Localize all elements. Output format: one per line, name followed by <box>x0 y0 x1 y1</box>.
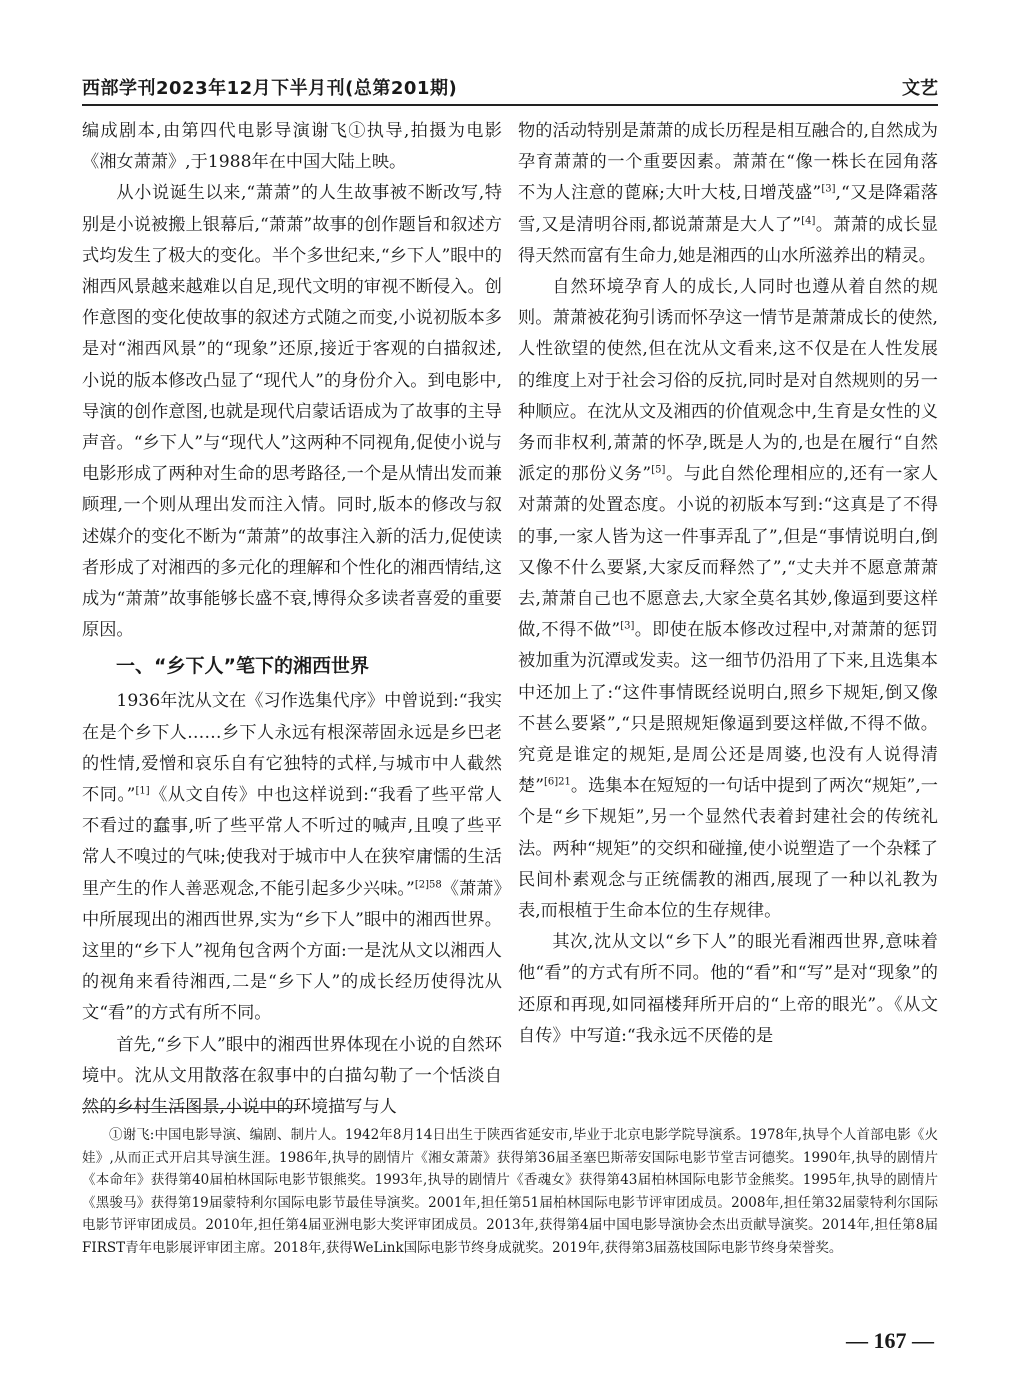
paragraph <box>82 686 502 1029</box>
paragraph: 首先,“乡下人”眼中的湘西世界体现在小说的自然环境中。沈从文用散落在叙事中的白描勾勒了一个恬淡自然的乡村生活图景,小说中的环境描写与人 <box>82 1034 502 1118</box>
paragraph: 其次,沈从文以“乡下人”的眼光看湘西世界,意味着他“看”的方式有所不同。他的“看”和“写”是对“现象”的还原和再现,如同福楼拜所开启的“上帝的眼光”。《从文自传》中写道:“我永远不厌倦的是 <box>518 932 938 1046</box>
citation: [3] <box>821 183 836 195</box>
section-heading: 一、“乡下人”笔下的湘西世界 <box>116 655 369 678</box>
footnote-rule <box>82 1108 300 1109</box>
text-run: 。即使在版本修改过程中,对萧萧的惩罚被加重为沉潭或发卖。这一细节仍沿用了下来,且选集本中还加上了:“这件事情既经说明白,照乡下规矩,倒又像不甚么要紧”,“只是照规矩像逼到要这样做,不得不做。究竟是谁定的规矩,是周公还是周婆,也没有人说得清楚” <box>518 620 938 797</box>
citation: [1] <box>135 785 150 797</box>
citation: [6]21 <box>544 776 571 788</box>
running-header <box>82 64 938 106</box>
paragraph <box>518 116 938 272</box>
text-run: 自然环境孕育人的成长,人同时也遵从着自然的规则。萧萧被花狗引诱而怀孕这一情节是萧萧成长的使然,人性欲望的使然,但在沈从文看来,这不仅是在人性发展的维度上对于社会习俗的反抗,同时是对自然规则的另一种顺应。在沈从文及湘西的价值观念中,生育是女性的义务而非权利,萧萧的怀孕,既是人为的,也是在履行“自然派定的那份义务” <box>518 277 938 485</box>
citation: [4] <box>801 214 816 226</box>
text-run: 。选集本在短短的一句话中提到了两次“规矩”,一个是“乡下规矩”,另一个显然代表着封建社会的传统礼法。两种“规矩”的交织和碰撞,使小说塑造了一个杂糅了民间朴素观念与正统儒教的湘西,展现了一种以礼教为表,而根植于生命本位的生存规律。 <box>518 776 938 922</box>
citation: [5] <box>651 464 666 476</box>
left-column <box>82 116 502 1123</box>
citation: [2]58 <box>414 878 442 890</box>
page-number: — 167 — <box>846 1328 934 1353</box>
text-run: 。萧萧的成长显得天然而富有生命力,她是湘西的山水所滋养出的精灵。 <box>518 214 938 266</box>
text-run: 1936年沈从文在《习作选集代序》中曾说到:“我实在是个乡下人……乡下人永远有根深蒂固永远是乡巴老的性情,爱憎和哀乐自有它独特的式样,与城市中人截然不同。” <box>82 691 502 806</box>
paragraph: 从小说诞生以来,“萧萧”的人生故事被不断改写,特别是小说被搬上银幕后,“萧萧”故事的创作题旨和叙述方式均发生了极大的变化。半个多世纪来,“乡下人”眼中的湘西风景越来越难以自足,现代文明的审视不断侵入。创作意图的变化使故事的叙述方式随之而变,小说初版本多是对“湘西风景”的“现象”还原,接近于客观的白描叙述,小说的版本修改凸显了“现代人”的身份介入。到电影中,导演的创作意图,也就是现代启蒙话语成为了故事的主导声音。“乡下人”与“现代人”这两种不同视角,促使小说与电影形成了两种对生命的思考路径,一个是从情出发而兼顾理,一个则从理出发而注入情。同时,版本的修改与叙述媒介的变化不断为“萧萧”的故事注入新的活力,促使读者形成了对湘西的多元化的理解和个性化的湘西情结,这成为“萧萧”故事能够长盛不衰,博得众多读者喜爱的重要原因。 <box>82 183 502 641</box>
citation: [3] <box>620 620 635 632</box>
journal-title: 西部学刊2023年12月下半月刊(总第201期) <box>82 78 458 99</box>
text-run: 物的活动特别是萧萧的成长历程是相互融合的,自然成为孕育萧萧的一个重要因素。萧萧在“像一株长在园角落不为人注意的蓖麻;大叶大枝,日增茂盛” <box>518 121 938 204</box>
text-run: 《从文自传》中也这样说到:“我看了些平常人不看过的蠢事,听了些平常人不听过的喊声,且嗅了些平常人不嗅过的气味;使我对于城市中人在狭窄庸懦的生活里产生的作人善恶观念,不能引起多少兴味。” <box>82 785 502 899</box>
right-column <box>518 116 938 1052</box>
footnote: ①谢飞:中国电影导演、编剧、制片人。1942年8月14日出生于陕西省延安市,毕业于北京电影学院导演系。1978年,执导个人首部电影《火娃》,从而正式开启其导演生涯。1986年,执导的剧情片《湘女萧萧》获得第36届圣塞巴斯蒂安国际电影节堂吉诃德奖。1990年,执导的剧情片《本命年》获得第40届柏林国际电影节银熊奖。1993年,执导的剧情片《香魂女》获得第43届柏林国际电影节金熊奖。1995年,执导的剧情片《黑骏马》获得第19届蒙特利尔国际电影节最佳导演奖。2001年,担任第51届柏林国际电影节评审团成员。2008年,担任第32届蒙特利尔国际电影节评审团成员。2010年,担任第4届亚洲电影大奖评审团成员。2013年,获得第4届中国电影导演协会杰出贡献导演奖。2014年,担任第8届FIRST青年电影展评审团主席。2018年,获得WeLink国际电影节终身成就奖。2019年,获得第3届荔枝国际电影节终身荣誉奖。 <box>82 1127 938 1256</box>
text-run: ,“又是降霜落雪,又是清明谷雨,都说萧萧是大人了” <box>518 183 938 235</box>
text-run: 。与此自然伦理相应的,还有一家人对萧萧的处置态度。小说的初版本写到:“这真是了不得的事,一家人皆为这一件事弄乱了”,但是“事情说明白,倒又像不什么要紧,大家反而释然了”,“丈夫并不愿意萧萧去,萧萧自己也不愿意去,大家全莫名其妙,像逼到要这样做,不得不做” <box>518 464 939 641</box>
section-label: 文艺 <box>902 78 938 99</box>
paragraph <box>518 272 938 927</box>
paragraph: 编成剧本,由第四代电影导演谢飞①执导,拍摄为电影《湘女萧萧》,于1988年在中国大陆上映。 <box>82 121 502 173</box>
text-run: 《萧萧》中所展现出的湘西世界,实为“乡下人”眼中的湘西世界。这里的“乡下人”视角包含两个方面:一是沈从文以湘西人的视角来看待湘西,二是“乡下人”的成长经历使得沈从文“看”的方式有所不同。 <box>82 878 502 1024</box>
